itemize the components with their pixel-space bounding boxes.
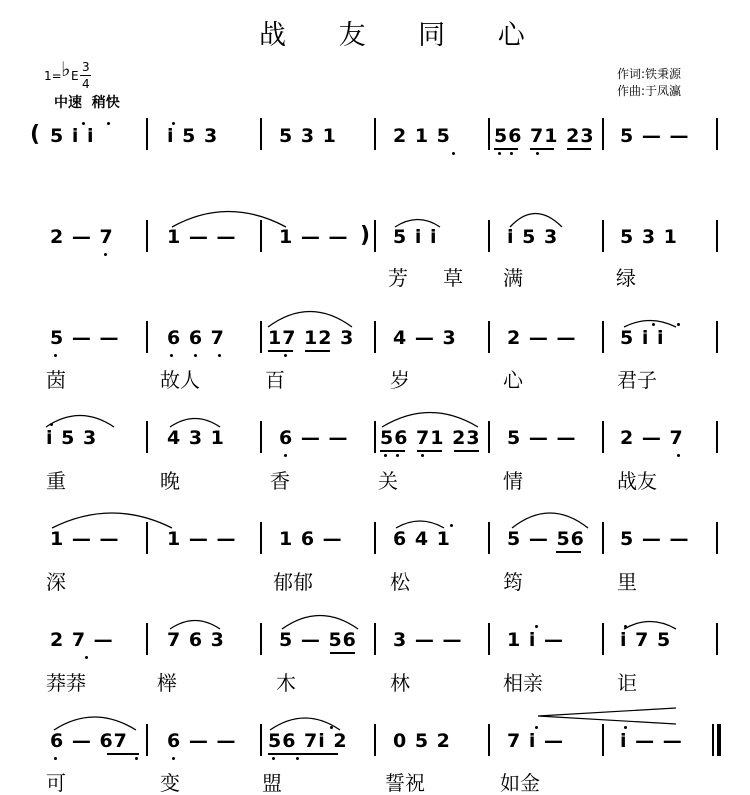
lyric: 木	[276, 671, 296, 695]
lyric: 郁郁	[273, 570, 313, 594]
slur	[54, 717, 136, 730]
lyric: 榉	[157, 671, 177, 695]
meter-numerator: 3	[82, 60, 90, 74]
measure-3-5: 2 — —	[507, 327, 577, 349]
slur	[282, 616, 358, 630]
decrescendo-hairpin	[538, 708, 676, 724]
lyric: 誓祝	[385, 771, 425, 795]
lyric: 深	[46, 570, 66, 594]
measure-5-1: 1 — —	[50, 528, 120, 550]
measure-3-4: 4 — 3	[393, 327, 457, 349]
lyric: 茵	[46, 368, 66, 392]
measure-6-1: 2 7 —	[50, 629, 114, 651]
measure-7-4: 0 5 2	[393, 730, 451, 752]
lyric: 讵	[617, 671, 637, 695]
measure-5-3: 1 6 —	[279, 528, 343, 550]
lyric: 满	[503, 266, 523, 290]
lyric: 重	[46, 469, 66, 493]
lyric: 情	[503, 469, 523, 493]
lyric: 香	[270, 469, 290, 493]
measure-1-2: i 5 3	[167, 125, 219, 147]
measure-2-1: 2 — 7	[50, 226, 114, 248]
measure-3-1: 5 — —	[50, 327, 120, 349]
measure-7-6: i — —	[620, 730, 683, 752]
measure-4-5: 5 — —	[507, 427, 577, 449]
measure-1-1: 5 i i	[50, 125, 95, 147]
measure-7-1: 6 — 67	[50, 730, 128, 752]
measure-7-3: 56 7i 2	[268, 730, 348, 752]
measure-5-2: 1 — —	[167, 528, 237, 550]
lyric: 松	[390, 570, 410, 594]
slur	[395, 220, 440, 228]
measure-4-4: 56 71 23	[380, 427, 481, 449]
slur	[624, 622, 676, 630]
measure-1-4: 2 1 5	[393, 125, 451, 147]
measure-6-3: 5 — 56	[279, 629, 357, 651]
lyric: 关	[378, 469, 398, 493]
tie-slur	[52, 513, 172, 528]
measure-2-5: i 5 3	[507, 226, 559, 248]
composer-credit: 作曲:于凤瀛	[617, 84, 682, 98]
measure-6-2: 7 6 3	[167, 629, 225, 651]
measure-5-4: 6 4 1	[393, 528, 451, 550]
measure-6-5: 1 i —	[507, 629, 564, 651]
lyric: 盟	[262, 771, 282, 795]
tempo-marking: 中速 稍快	[54, 95, 120, 111]
song-title: 战 友 同 心	[259, 20, 547, 51]
lyric: 变	[160, 771, 180, 795]
meter-denominator: 4	[82, 77, 90, 91]
measure-3-2: 6 6 7	[167, 327, 225, 349]
lyric: 晚	[160, 469, 180, 493]
measure-4-1: i 5 3	[46, 427, 98, 449]
slur	[382, 413, 478, 428]
measure-7-5: 7 i —	[507, 730, 564, 752]
flat-sign: ♭	[61, 57, 71, 81]
lyric: 心	[503, 368, 523, 392]
measure-3-3: 17 12 3	[268, 327, 355, 349]
lyric: 故人	[160, 368, 200, 392]
slur	[268, 312, 352, 328]
measure-2-6: 5 3 1	[620, 226, 678, 248]
lyric: 可	[46, 771, 66, 795]
measure-2-3: 1 — —	[279, 226, 349, 248]
lyric: 岁	[390, 368, 410, 392]
slur	[170, 419, 220, 428]
measure-2-2: 1 — —	[167, 226, 237, 248]
slur	[270, 718, 340, 730]
slur	[396, 521, 444, 528]
slur	[510, 214, 562, 228]
slur	[624, 321, 676, 328]
repeat-close-paren: )	[360, 223, 371, 248]
lyricist-credit: 作词:铁秉源	[617, 67, 682, 81]
lyric: 莽莽	[46, 671, 86, 695]
lyric: 里	[617, 570, 637, 594]
measure-1-5: 56 71 23	[494, 125, 595, 147]
slur	[46, 416, 114, 428]
measure-3-6: 5 i i	[620, 327, 665, 349]
slur	[170, 621, 220, 630]
lyric: 相亲	[503, 671, 543, 695]
lyric: 百	[265, 368, 285, 392]
lyric: 如金	[500, 771, 540, 795]
lyric: 绿	[616, 266, 636, 290]
lyric: 林	[390, 671, 410, 695]
slur	[512, 513, 588, 528]
key-prefix: 1=	[44, 69, 62, 83]
measure-1-6: 5 — —	[620, 125, 690, 147]
measure-4-6: 2 — 7	[620, 427, 684, 449]
key-letter: E	[71, 69, 79, 83]
lyric: 战友	[617, 469, 657, 493]
lyric: 芳	[388, 266, 408, 290]
lyric: 君子	[617, 368, 657, 392]
lyric: 筠	[503, 570, 523, 594]
measure-2-4: 5 i i	[393, 226, 438, 248]
lyric: 草	[443, 266, 463, 290]
measure-5-6: 5 — —	[620, 528, 690, 550]
measure-6-6: i 7 5	[620, 629, 672, 651]
measure-6-4: 3 — —	[393, 629, 463, 651]
measure-4-3: 6 — —	[279, 427, 349, 449]
measure-5-5: 5 — 56	[507, 528, 585, 550]
repeat-open-paren: (	[30, 122, 41, 147]
measure-7-2: 6 — —	[167, 730, 237, 752]
measure-1-3: 5 3 1	[279, 125, 337, 147]
measure-4-2: 4 3 1	[167, 427, 225, 449]
tie-slur	[172, 212, 286, 228]
